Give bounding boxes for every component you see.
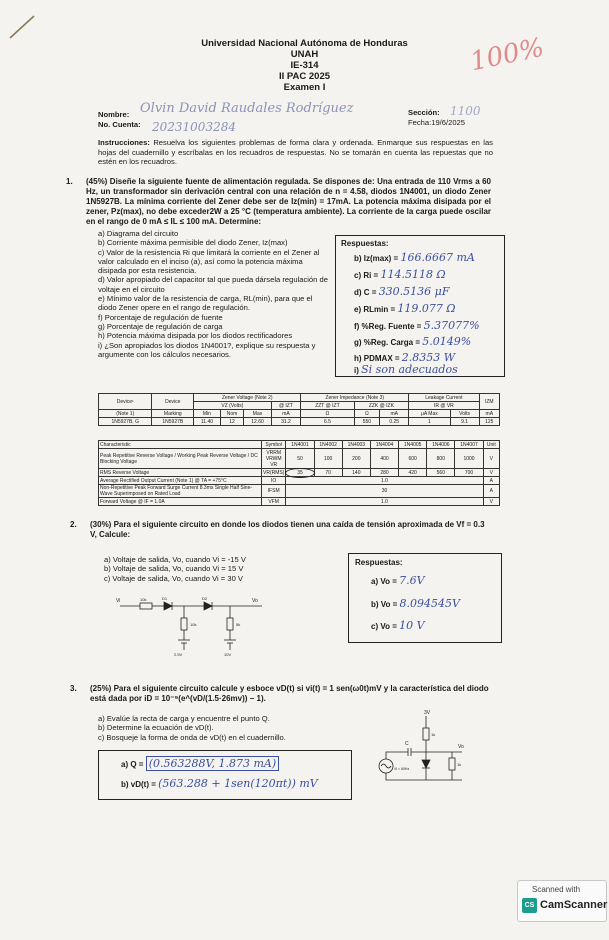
table-cell: 1 [409,418,450,426]
table-cell: A [483,485,499,498]
q3-item: b) Determine la ecuación de vD(t). [98,723,214,733]
grade-mark: 100% [467,32,547,78]
q1-answer-f [354,319,480,332]
table-header: Ω [354,410,380,418]
q2-v1-label: 2.5V [174,652,183,657]
zener-table [98,393,500,426]
table-cell: 1.0 [286,477,483,485]
q1-intro: (45%) Diseñe la siguiente fuente de alimentación regulada. Se dispones de: Una entrada de 110 Vrms a 60 Hz, un transformador sin derivación central con una relación de n = 4.58, diodos 1N4001, un diodo Zener 1N5927B. La mínima corriente del Zener debe ser de Iz(min) = 17mA. La potencia máxima disipada por el zener, Pz(max), no debe exceder2W a 25 °C (temperatura ambiente). La corriente de la carga puede oscilar en el rango de 0 mA ≤ IL ≤ 100 mA. Determine: [86,177,491,226]
table-cell: 1N5927B, G [99,418,152,426]
table-cell: 31.2 [271,418,301,426]
q1-item: h) Potencia máxima disipada por los diodos rectificadores [98,331,293,341]
q3-vo-label: Vo [458,744,464,750]
watermark-line1: Scanned with [532,885,581,894]
answer-value: 2.8353 W [401,351,456,364]
table-cell: Average Rectified Output Current (Note 1) @ TA = +75°C [99,477,262,485]
q2-item: c) Voltaje de salida, Vo, cuando Vi = 30 V [104,573,243,583]
table-header: Volts [450,410,479,418]
q2-intro: (30%) Para el siguiente circuito en donde los diodos tienen una caída de tensión aproximada de Vf = 0.3 V, Calcule: [90,520,485,539]
rectifier-table [98,440,500,506]
table-header: IZM [479,394,499,410]
q2-item: a) Voltaje de salida, Vo, cuando Vi = -15 V [104,555,246,564]
table-cell: 12.60 [244,418,271,426]
table-cell: 400 [370,449,398,469]
q3-intro: (25%) Para el siguiente circuito calcule y esboce vD(t) si vi(t) = 1 sen(ω0t)mV y la característica del diodo está dada por iD = 10⁻⁹(e^(vD/(1.5·26mv)) − 1). [90,684,489,703]
table-cell: 6.5 [301,418,354,426]
answer-value: (563.288 + 1sen(120πt)) mV [158,777,318,790]
table-cell: Forward Voltage @ IF = 1.0A [99,498,262,506]
table-cell: V [483,449,499,469]
name-label: Nombre: [98,110,130,119]
answer-label: c) Ri = [354,271,379,280]
table-header: μA Max [409,410,450,418]
university-title: Universidad Nacional Autónoma de Honduras [201,38,408,49]
q1-item: f) Porcentaje de regulación de fuente [98,312,223,322]
answer-value: 166.6667 mA [400,251,475,264]
account-value: 20231003284 [152,120,236,134]
section-label: Sección: [408,108,440,117]
table-cell: 1000 [455,449,483,469]
q1-answer-c [354,268,446,281]
answer-label: b) Vo = [371,600,398,609]
table-header: 1N4003 [342,441,370,449]
q1-number: 1. [66,177,73,186]
q2-r3-label: 5k [236,622,241,627]
table-header: (Note 1) [99,410,152,418]
answer-value: 330.5136 μF [378,285,450,298]
q2-circuit-diagram [112,592,272,664]
q1-answer-b [354,251,475,264]
answer-value: (0.563288V, 1.873 mA) [146,756,279,771]
answer-label: h) PDMAX = [354,354,400,363]
table-cell: 280 [370,469,398,477]
answer-label: f) %Reg. Fuente = [354,322,422,331]
table-cell: 800 [427,449,455,469]
answer-value: 5.37077% [423,319,480,332]
table-header: 1N4006 [427,441,455,449]
q1-answer-d [354,285,449,298]
period: II PAC 2025 [278,71,331,82]
table-header: @ IZT [271,402,301,410]
table-row [99,418,500,426]
camscanner-watermark [517,880,607,922]
table-cell: 50 [286,449,314,469]
table-header: 1N4005 [399,441,427,449]
table-cell: 200 [342,449,370,469]
table-cell: 550 [354,418,380,426]
q3-circuit-diagram [372,708,482,788]
answer-value: 5.0149% [422,335,472,348]
q2-vi-label: Vi [116,598,121,604]
table-header: Min [194,410,221,418]
table-cell: VRRM VRWM VR [262,449,286,469]
answer-label: g) %Reg. Carga = [354,338,421,347]
table-cell: IO [262,477,286,485]
answer-label: i) [354,366,359,375]
table-header: IR @ VR [409,402,479,410]
q2-answer-box [348,553,502,643]
date-label: Fecha:19/6/2025 [408,118,465,127]
answer-label: a) Q = [121,760,144,769]
q2-number: 2. [70,520,77,529]
camscanner-logo-icon: CS [522,898,537,913]
table-cell: 700 [455,469,483,477]
q2-answer-c [371,619,425,632]
table-cell: 1.0 [286,498,483,506]
table-cell: 560 [427,469,455,477]
q3-items [98,714,286,742]
university-acronym: UNAH [290,49,319,60]
table-header: mA [479,410,499,418]
table-header: Leakage Current [409,394,479,402]
answer-value: 10 V [399,619,425,632]
account-label: No. Cuenta: [98,120,141,129]
table-header: mA [380,410,409,418]
table-cell: 35 [286,469,314,477]
table-row [99,485,500,498]
table-header: Max [244,410,271,418]
table-row [99,477,500,485]
table-header: Zener Voltage (Note 2) [194,394,301,402]
table-cell: RMS Reverse Voltage [99,469,262,477]
q1-item: b) Corriente máxima permisible del diodo Zener, Iz(max) [98,238,288,248]
table-header: ZZT @ IZT [301,402,354,410]
table-cell: IFSM [262,485,286,498]
q3-answer-box [98,750,352,800]
table-cell: 12 [220,418,244,426]
q2-d2-label: D2 [202,596,208,601]
exam-title: Examen I [283,82,326,93]
table-header: VZ (Volts) [194,402,271,410]
table-header: Device¹ [99,394,152,410]
q1-item: i) ¿Son apropiados los diodos 1N4001?, explique su respuesta y argumente con los cálculos necesarios. [98,340,316,359]
section-value: 1100 [450,104,481,118]
q1-answer-box [335,235,505,377]
table-cell: VR(RMS) [263,469,285,476]
table-cell: 420 [399,469,427,477]
table-header: Device [152,394,194,410]
answer-label: b) Iz(max) = [354,254,399,263]
answer-value: Si son adecuados [361,363,458,376]
q2-answer-b [371,597,460,610]
q1-answer-e [354,302,455,315]
q3-number: 3. [70,684,77,693]
table-cell: 9.1 [450,418,479,426]
q2-vo-label: Vo [252,598,258,604]
table-row [99,449,500,469]
answer-value: 119.077 Ω [397,302,456,315]
q3-r1-label: 1k [431,732,436,737]
q2-answer-a [371,574,425,587]
instructions [98,138,493,167]
q1-item: d) Valor apropiado del capacitor tal que pueda dársela regulación de voltaje en el circuito [98,275,328,294]
q3-item: a) Evalúe la recta de carga y encuentre el punto Q. [98,714,270,723]
answer-label: b) vD(t) = [121,780,156,789]
course-code: IE-314 [290,60,319,71]
q1-item: c) Valor de la resistencia Ri que limitará la corriente en el Zener al valor calculado en el inciso (a), así como la potencia máxima disipada por esta resistencia. [98,247,320,276]
table-header: Characteristic [99,441,262,449]
q3-answer-a [121,757,279,770]
table-header: mA [271,410,301,418]
table-header: ZZK @ IZK [354,402,409,410]
table-header: Unit [483,441,499,449]
table-cell: A [483,477,499,485]
q1-answer-i [354,363,458,376]
table-cell: 0.25 [380,418,409,426]
table-header: Ω [301,410,354,418]
table-cell: V [483,469,499,477]
table-header: 1N4004 [370,441,398,449]
table-cell: V [483,498,499,506]
table-header: Zener Impedance (Note 3) [301,394,409,402]
q1-answer-g [354,335,471,348]
table-cell: Non-Repetitive Peak Forward Surge Current 8.3ms Single Half Sine-Wave Superimposed on Rated Load [99,485,262,498]
table-header: Nom [220,410,244,418]
answer-value: 8.094545V [399,597,460,610]
table-row [99,469,500,477]
q2-r1-label: 10k [140,597,147,602]
q2-r2-label: 10k [190,622,197,627]
table-header: 1N4007 [455,441,483,449]
q2-v2-label: 10V [224,652,232,657]
answer-value: 7.6V [399,574,425,587]
q2-items [104,555,246,583]
table-cell: 30 [286,485,483,498]
answer-label: d) C = [354,288,377,297]
table-header: Marking [152,410,194,418]
q1-item: g) Porcentaje de regulación de carga [98,321,223,331]
table-row [99,498,500,506]
table-cell: 11.40 [194,418,221,426]
table-cell: 600 [399,449,427,469]
name-value: Olvin David Raudales Rodríguez [140,101,354,116]
table-cell: 100 [314,449,342,469]
q3-vcc-label: 3V [424,710,431,716]
table-cell: 70 [314,469,342,477]
q3-item: c) Bosqueje la forma de onda de vD(t) en el cuadernillo. [98,732,286,742]
q2-item: b) Voltaje de salida, Vo, cuando Vi = 15 V [104,564,244,574]
pen-mark-icon [8,12,38,40]
table-cell: 125 [479,418,499,426]
q3-source-label: Vi = 60Hz [394,767,410,771]
q3-answer-b [121,777,318,790]
answer-label: a) Vo = [371,577,397,586]
instructions-text: Resuelva los siguientes problemas de forma clara y ordenada. Enmarque sus respuestas en las hojas del cuadernillo y escríbalas en los recuadros de respuestas. No se tomarán en cuenta las repuestas que no estén en los recuadros. [98,138,493,167]
table-cell: VFM [262,498,286,506]
table-cell: Peak Repetitive Reverse Voltage / Working Peak Reverse Voltage / DC Blocking Voltage [99,449,262,469]
answer-label: e) RLmin = [354,305,396,314]
table-header: 1N4001 [286,441,314,449]
table-cell: 140 [342,469,370,477]
q3-r2-label: 1k [457,762,462,767]
q1-answers-title: Respuestas: [341,239,389,248]
instructions-label: Instrucciones: [98,138,150,147]
q1-items [98,229,330,359]
answer-value: 114.5118 Ω [380,268,446,281]
table-cell: 1N5927B [152,418,194,426]
table-header: 1N4002 [314,441,342,449]
table-header: Symbol [262,441,286,449]
q2-answers-title: Respuestas: [355,558,403,567]
q3-c-label: C [405,741,409,747]
q1-item: e) Mínimo valor de la resistencia de carga, RL(min), para que el diodo Zener opere en el rango de regulación. [98,294,313,313]
q2-d1-label: D1 [162,596,168,601]
watermark-line2: CamScanner [540,899,608,911]
answer-label: c) Vo = [371,622,397,631]
q1-item: a) Diagrama del circuito [98,229,179,238]
